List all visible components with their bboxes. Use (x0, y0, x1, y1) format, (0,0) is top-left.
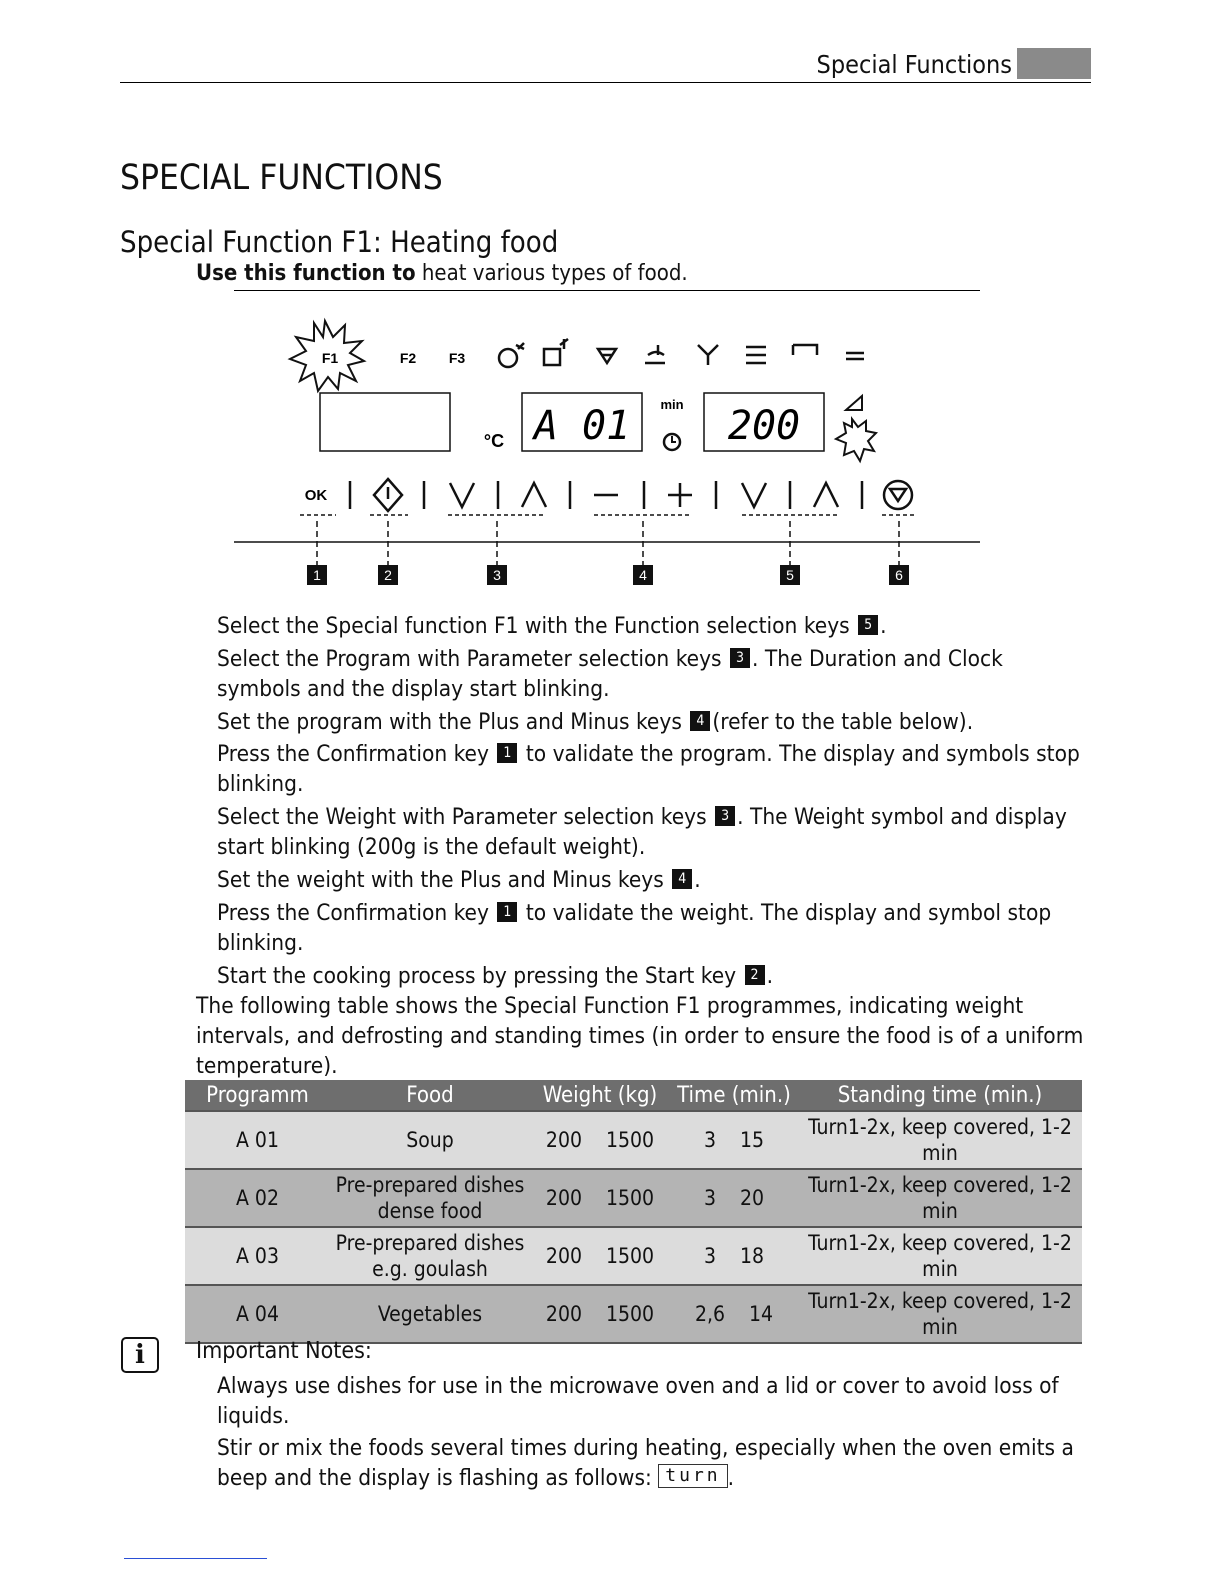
col-food: Food (330, 1080, 530, 1111)
microwave-waves-icon (846, 353, 864, 359)
intro-rule (234, 290, 980, 291)
step-5: Select the Weight with Parameter selection keys 3 . The Weight symbol and display start blinking (200g is the default weight). (217, 804, 1067, 860)
function-down-icon (742, 483, 766, 507)
program-display-value: A 01 (533, 403, 631, 449)
step-7: Press the Confirmation key 1 to validate the weight. The display and symbol stop blinking. (217, 900, 1052, 956)
col-programm: Programm (185, 1080, 330, 1111)
unit-celsius: °C (483, 431, 505, 451)
key-marker: 4 (690, 711, 710, 731)
programmes-table (185, 1080, 1082, 1344)
key-marker: 2 (745, 965, 765, 985)
col-standing: Standing time (min.) (798, 1080, 1082, 1111)
bottom-heat-icon (746, 347, 766, 363)
defrost-symbol-icon (499, 349, 517, 367)
step-2: Select the Program with Parameter selection keys 3 . The Duration and Clock symbols and the display start blinking. (217, 646, 1003, 702)
blank-display (320, 393, 450, 451)
note-2: Stir or mix the foods several times during heating, especially when the oven emits a beep and the display is flashing as follows: turn . (217, 1435, 1074, 1491)
note-1: Always use dishes for use in the microwave oven and a lid or cover to avoid loss of liquids. (217, 1373, 1059, 1429)
table-row: A 04 Vegetables 200 1500 2,6 14 Turn1-2x, keep covered, 1-2 min (185, 1285, 1082, 1343)
weight-burst-icon (836, 419, 876, 461)
table-row: A 01 Soup 200 1500 3 15 Turn1-2x, keep covered, 1-2 min (185, 1111, 1082, 1169)
header-rule (120, 82, 1091, 83)
bottom-link-rule (124, 1558, 267, 1559)
key-marker: 5 (858, 615, 878, 635)
weight-display-value: 200 (727, 403, 801, 449)
step-8: Start the cooking process by pressing the Start key 2 . (217, 963, 773, 989)
table-row: A 02 Pre-prepared dishes dense food 200 1500 3 20 Turn1-2x, keep covered, 1-2 min (185, 1169, 1082, 1227)
start-key-icon (374, 479, 402, 511)
step-4: Press the Confirmation key 1 to validate the program. The display and symbols stop blinking. (217, 741, 1080, 797)
param-up-icon (522, 483, 546, 507)
hot-air-icon (698, 345, 718, 365)
key-marker: 1 (497, 902, 517, 922)
key-marker: 4 (672, 869, 692, 889)
stop-key-icon (884, 481, 912, 509)
section-subtitle: Special Function F1: Heating food (120, 225, 559, 259)
plus-key-icon (668, 483, 692, 507)
step-6: Set the weight with the Plus and Minus keys 4 . (217, 867, 701, 893)
header-section-title: Special Functions (816, 50, 1012, 79)
table-header-row (185, 1080, 1082, 1111)
turn-display: turn (658, 1464, 727, 1488)
notes-title: Important Notes: (196, 1338, 372, 1364)
fan-grill-icon (645, 345, 665, 363)
step-3: Set the program with the Plus and Minus keys 4 (refer to the table below). (217, 709, 974, 735)
meat-defrost-icon (544, 349, 560, 365)
intro-rest: heat various types of food. (415, 261, 688, 286)
unit-min: min (660, 397, 684, 412)
ok-key-label: OK (304, 487, 328, 504)
f3-label: F3 (448, 350, 466, 366)
control-panel-diagram (230, 315, 990, 595)
key-marker: 1 (497, 743, 517, 763)
table-intro: The following table shows the Special Function F1 programmes, indicating weight intervals, and defrosting and standing times (in order to ensure the food is of a uniform temperature). (196, 993, 1084, 1079)
col-weight: Weight (kg) (530, 1080, 670, 1111)
header-tab-block (1017, 48, 1091, 79)
defrost-symbol-snow-icon (516, 343, 524, 349)
top-heat-icon (793, 345, 817, 355)
info-icon: i (121, 1337, 159, 1373)
callout-1-label: 1 (313, 567, 321, 583)
callout-2-label: 2 (384, 567, 392, 583)
page-title: SPECIAL FUNCTIONS (120, 158, 443, 198)
f1-label: F1 (321, 350, 339, 366)
f2-label: F2 (399, 350, 417, 366)
callout-4-label: 4 (639, 567, 647, 583)
callout-markers (307, 565, 909, 585)
col-time: Time (min.) (670, 1080, 798, 1111)
callout-3-label: 3 (493, 567, 501, 583)
grill-symbol-icon (598, 349, 616, 363)
weight-symbol-icon (846, 396, 862, 410)
key-marker: 3 (715, 806, 735, 826)
intro-bold: Use this function to (196, 261, 416, 286)
function-up-icon (814, 483, 838, 507)
intro-text (196, 261, 688, 286)
callout-5-label: 5 (786, 567, 794, 583)
table-row: A 03 Pre-prepared dishes e.g. goulash 200 1500 3 18 Turn1-2x, keep covered, 1-2 min (185, 1227, 1082, 1285)
step-1: Select the Special function F1 with the Function selection keys 5 . (217, 613, 887, 639)
key-marker: 3 (730, 648, 750, 668)
callout-6-label: 6 (895, 567, 903, 583)
param-down-icon (450, 483, 474, 507)
